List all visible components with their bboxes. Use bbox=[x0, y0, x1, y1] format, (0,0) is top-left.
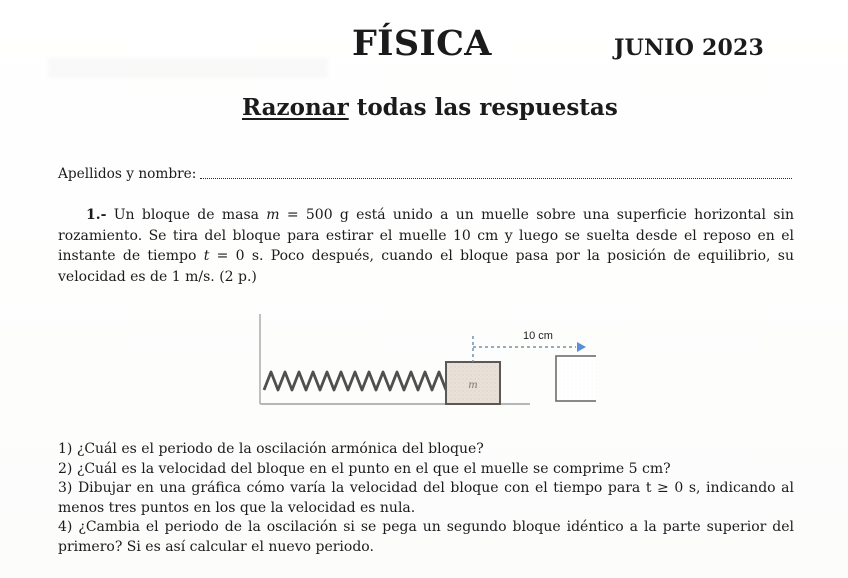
displaced-block-outline bbox=[556, 356, 596, 401]
time-symbol: t bbox=[203, 248, 210, 264]
questions-list bbox=[58, 440, 794, 557]
question-1: 1) ¿Cuál es el periodo de la oscilación armónica del bloque? bbox=[58, 441, 484, 457]
problem-number: 1.- bbox=[86, 207, 107, 223]
question-4: 4) ¿Cambia el periodo de la oscilación si se pega un segundo bloque idéntico a la parte superior del primero? Si es así calcular el nuevo periodo. bbox=[58, 519, 794, 555]
scan-artifact bbox=[48, 58, 328, 78]
instructions-heading bbox=[242, 95, 618, 120]
exam-date: JUNIO 2023 bbox=[614, 35, 765, 61]
problem-text-part-2: = 500 g está unido a un muelle sobre una superficie horizontal sin rozamiento. Se tira del bloque para estirar el muelle 10 cm y luego se suelta desde el reposo en el instante de tiempo bbox=[58, 207, 794, 264]
exam-title: FÍSICA bbox=[352, 23, 492, 64]
problem-text-part-3: = 0 s. Poco después, cuando el bloque pasa por la posición de equilibrio, su velocidad es de 1 m/s. (2 p.) bbox=[58, 248, 794, 285]
spring-block-figure bbox=[246, 314, 596, 418]
mass-symbol: m bbox=[266, 207, 280, 223]
question-2: 2) ¿Cuál es la velocidad del bloque en el punto en el que el muelle se comprime 5 cm? bbox=[58, 460, 671, 477]
arrow-head bbox=[577, 342, 586, 352]
student-name-label: Apellidos y nombre: bbox=[58, 166, 197, 182]
question-3: 3) Dibujar en una gráfica cómo varía la velocidad del bloque con el tiempo para t ≥ 0 s, indicando al menos tres puntos en los que la velocidad es nula. bbox=[58, 480, 794, 516]
mass-label: m bbox=[468, 380, 478, 391]
problem-statement bbox=[58, 205, 794, 287]
student-name-field[interactable] bbox=[200, 177, 792, 179]
distance-label: 10 cm bbox=[523, 330, 553, 342]
instructions-heading-underlined: Razonar bbox=[242, 94, 349, 121]
instructions-heading-rest: todas las respuestas bbox=[348, 94, 618, 121]
student-name-line[interactable] bbox=[58, 166, 792, 182]
problem-text-part-1: Un bloque de masa bbox=[106, 207, 267, 223]
spring-coil bbox=[264, 372, 446, 390]
